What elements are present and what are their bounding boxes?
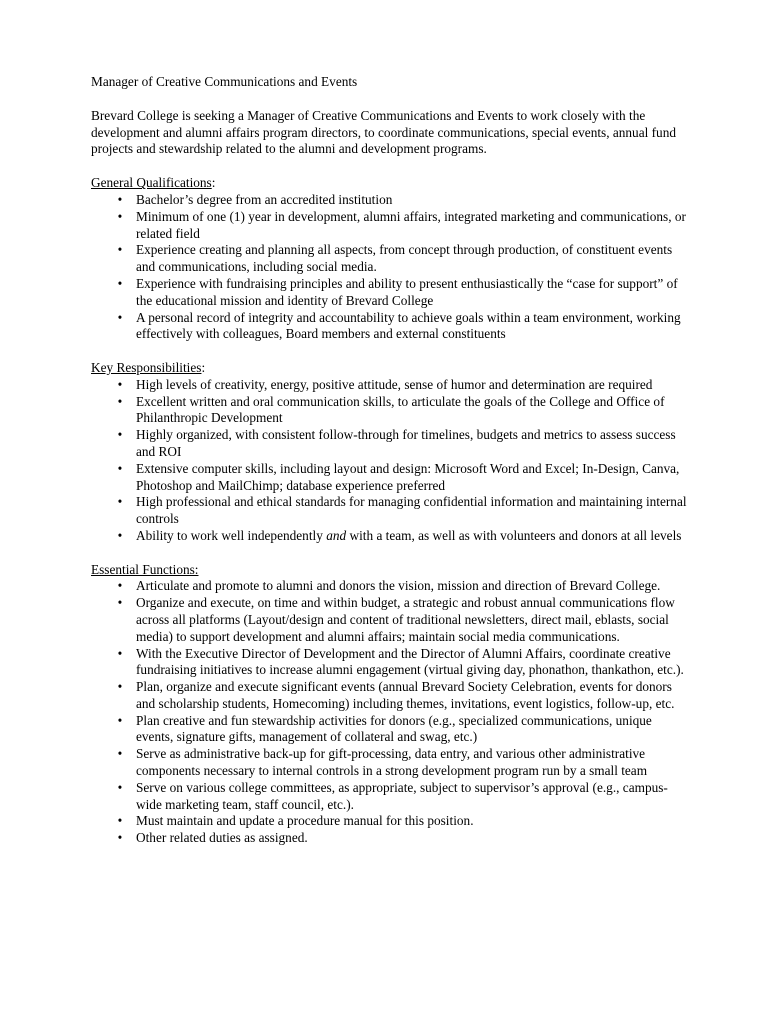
list-item bbox=[91, 713, 691, 747]
list-item bbox=[91, 461, 691, 495]
list-item-text: High professional and ethical standards for managing confidential information and maintaining internal controls bbox=[136, 494, 687, 527]
list-item bbox=[91, 427, 691, 461]
intro-paragraph: Brevard College is seeking a Manager of Creative Communications and Events to work closely with the development and alumni affairs program directors, to coordinate communications, special events, annual fund projects and stewardship related to the alumni and development programs. bbox=[91, 107, 677, 157]
list-item bbox=[91, 377, 691, 394]
essential-functions-heading-text: Essential Functions: bbox=[91, 561, 199, 577]
bullet-icon: • bbox=[117, 376, 123, 392]
key-responsibilities-list bbox=[91, 377, 691, 545]
list-item-text: Experience creating and planning all aspects, from concept through production, of constituent events and communications, including social media. bbox=[136, 242, 673, 275]
general-qualifications-list bbox=[91, 192, 691, 343]
general-qualifications-heading bbox=[91, 175, 691, 192]
list-item-text: Plan creative and fun stewardship activities for donors (e.g., specialized communications, unique events, signature gifts, management of collateral and swag, etc.) bbox=[136, 712, 652, 745]
essential-functions-section bbox=[91, 562, 691, 848]
list-item bbox=[91, 646, 691, 680]
list-item bbox=[91, 494, 691, 528]
key-responsibilities-heading bbox=[91, 360, 691, 377]
key-responsibilities-heading-text: Key Responsibilities bbox=[91, 359, 202, 375]
list-item bbox=[91, 192, 691, 209]
bullet-icon: • bbox=[117, 242, 123, 258]
list-item bbox=[91, 242, 691, 276]
list-item-text: Serve on various college committees, as appropriate, subject to supervisor’s approval (e.g., campus-wide marketing team, staff council, etc.). bbox=[136, 779, 668, 812]
text-segment: with a team, as well as with volunteers and donors at all levels bbox=[346, 527, 682, 543]
bullet-icon: • bbox=[117, 427, 123, 443]
bullet-icon: • bbox=[117, 527, 123, 543]
list-item-text: With the Executive Director of Development and the Director of Alumni Affairs, coordinate creative fundraising initiatives to increase alumni engagement (virtual giving day, phonathon, thankathon, etc.). bbox=[136, 645, 684, 678]
list-item-text: Extensive computer skills, including layout and design: Microsoft Word and Excel; In-Design, Canva, Photoshop and MailChimp; database experience preferred bbox=[136, 460, 680, 493]
bullet-icon: • bbox=[117, 746, 123, 762]
list-item-text bbox=[136, 528, 681, 543]
list-item-text: Experience with fundraising principles and ability to present enthusiastically the “case for support” of the educational mission and identity of Brevard College bbox=[136, 275, 678, 308]
list-item-text: Excellent written and oral communication skills, to articulate the goals of the College and Office of Philanthropic Development bbox=[136, 393, 665, 426]
list-item bbox=[91, 813, 691, 830]
text-segment: Ability to work well independently bbox=[136, 527, 327, 543]
key-responsibilities-section bbox=[91, 360, 691, 545]
bullet-icon: • bbox=[117, 779, 123, 795]
bullet-icon: • bbox=[117, 712, 123, 728]
bullet-icon: • bbox=[117, 309, 123, 325]
bullet-icon: • bbox=[117, 813, 123, 829]
list-item bbox=[91, 394, 691, 428]
list-item-text: A personal record of integrity and accountability to achieve goals within a team environment, working effectively with colleagues, Board members and external constituents bbox=[136, 309, 681, 342]
bullet-icon: • bbox=[117, 595, 123, 611]
bullet-icon: • bbox=[117, 393, 123, 409]
list-item-text: Other related duties as assigned. bbox=[136, 830, 308, 846]
list-item-text: Bachelor’s degree from an accredited institution bbox=[136, 191, 393, 207]
bullet-icon: • bbox=[117, 679, 123, 695]
list-item-text: Organize and execute, on time and within budget, a strategic and robust annual communications flow across all platforms (Layout/design and content of traditional newsletters, direct mail, eblasts, social media) to support development and alumni affairs; maintain social media communications. bbox=[136, 595, 675, 644]
bullet-icon: • bbox=[117, 460, 123, 476]
list-item bbox=[91, 209, 691, 243]
bullet-icon: • bbox=[117, 494, 123, 510]
list-item bbox=[91, 746, 691, 780]
list-item-text: Plan, organize and execute significant events (annual Brevard Society Celebration, events for donors and scholarship students, Homecoming) including themes, invitations, event logistics, follow-up, etc. bbox=[136, 679, 675, 711]
list-item-text: Serve as administrative back-up for gift-processing, data entry, and various other administrative components necessary to internal controls in a strong development program run by a small team bbox=[136, 746, 648, 779]
list-item-text: High levels of creativity, energy, positive attitude, sense of humor and determination are required bbox=[136, 376, 653, 392]
heading-colon: : bbox=[201, 359, 206, 375]
bullet-icon: • bbox=[117, 191, 123, 207]
list-item-text: Minimum of one (1) year in development, alumni affairs, integrated marketing and communications, or related field bbox=[136, 208, 686, 241]
list-item bbox=[91, 310, 691, 344]
list-item-text: Must maintain and update a procedure manual for this position. bbox=[136, 813, 474, 829]
emphasis-text: and bbox=[326, 527, 347, 543]
document-page bbox=[91, 74, 691, 864]
bullet-icon: • bbox=[117, 830, 123, 846]
bullet-icon: • bbox=[117, 578, 123, 594]
list-item bbox=[91, 595, 691, 645]
general-qualifications-heading-text: General Qualifications bbox=[91, 175, 212, 191]
bullet-icon: • bbox=[117, 275, 123, 291]
bullet-icon: • bbox=[117, 208, 123, 224]
bullet-icon: • bbox=[117, 645, 123, 661]
essential-functions-list bbox=[91, 578, 691, 847]
list-item-text: Highly organized, with consistent follow-through for timelines, budgets and metrics to assess success and ROI bbox=[136, 427, 676, 459]
essential-functions-heading bbox=[91, 562, 691, 579]
general-qualifications-section bbox=[91, 175, 691, 343]
document-title: Manager of Creative Communications and Events bbox=[91, 74, 358, 89]
list-item-text: Articulate and promote to alumni and donors the vision, mission and direction of Brevard College. bbox=[136, 578, 661, 594]
heading-colon: : bbox=[211, 175, 216, 191]
list-item bbox=[91, 679, 691, 713]
list-item bbox=[91, 780, 691, 814]
list-item bbox=[91, 830, 691, 847]
list-item bbox=[91, 528, 691, 545]
list-item bbox=[91, 578, 691, 595]
list-item bbox=[91, 276, 691, 310]
